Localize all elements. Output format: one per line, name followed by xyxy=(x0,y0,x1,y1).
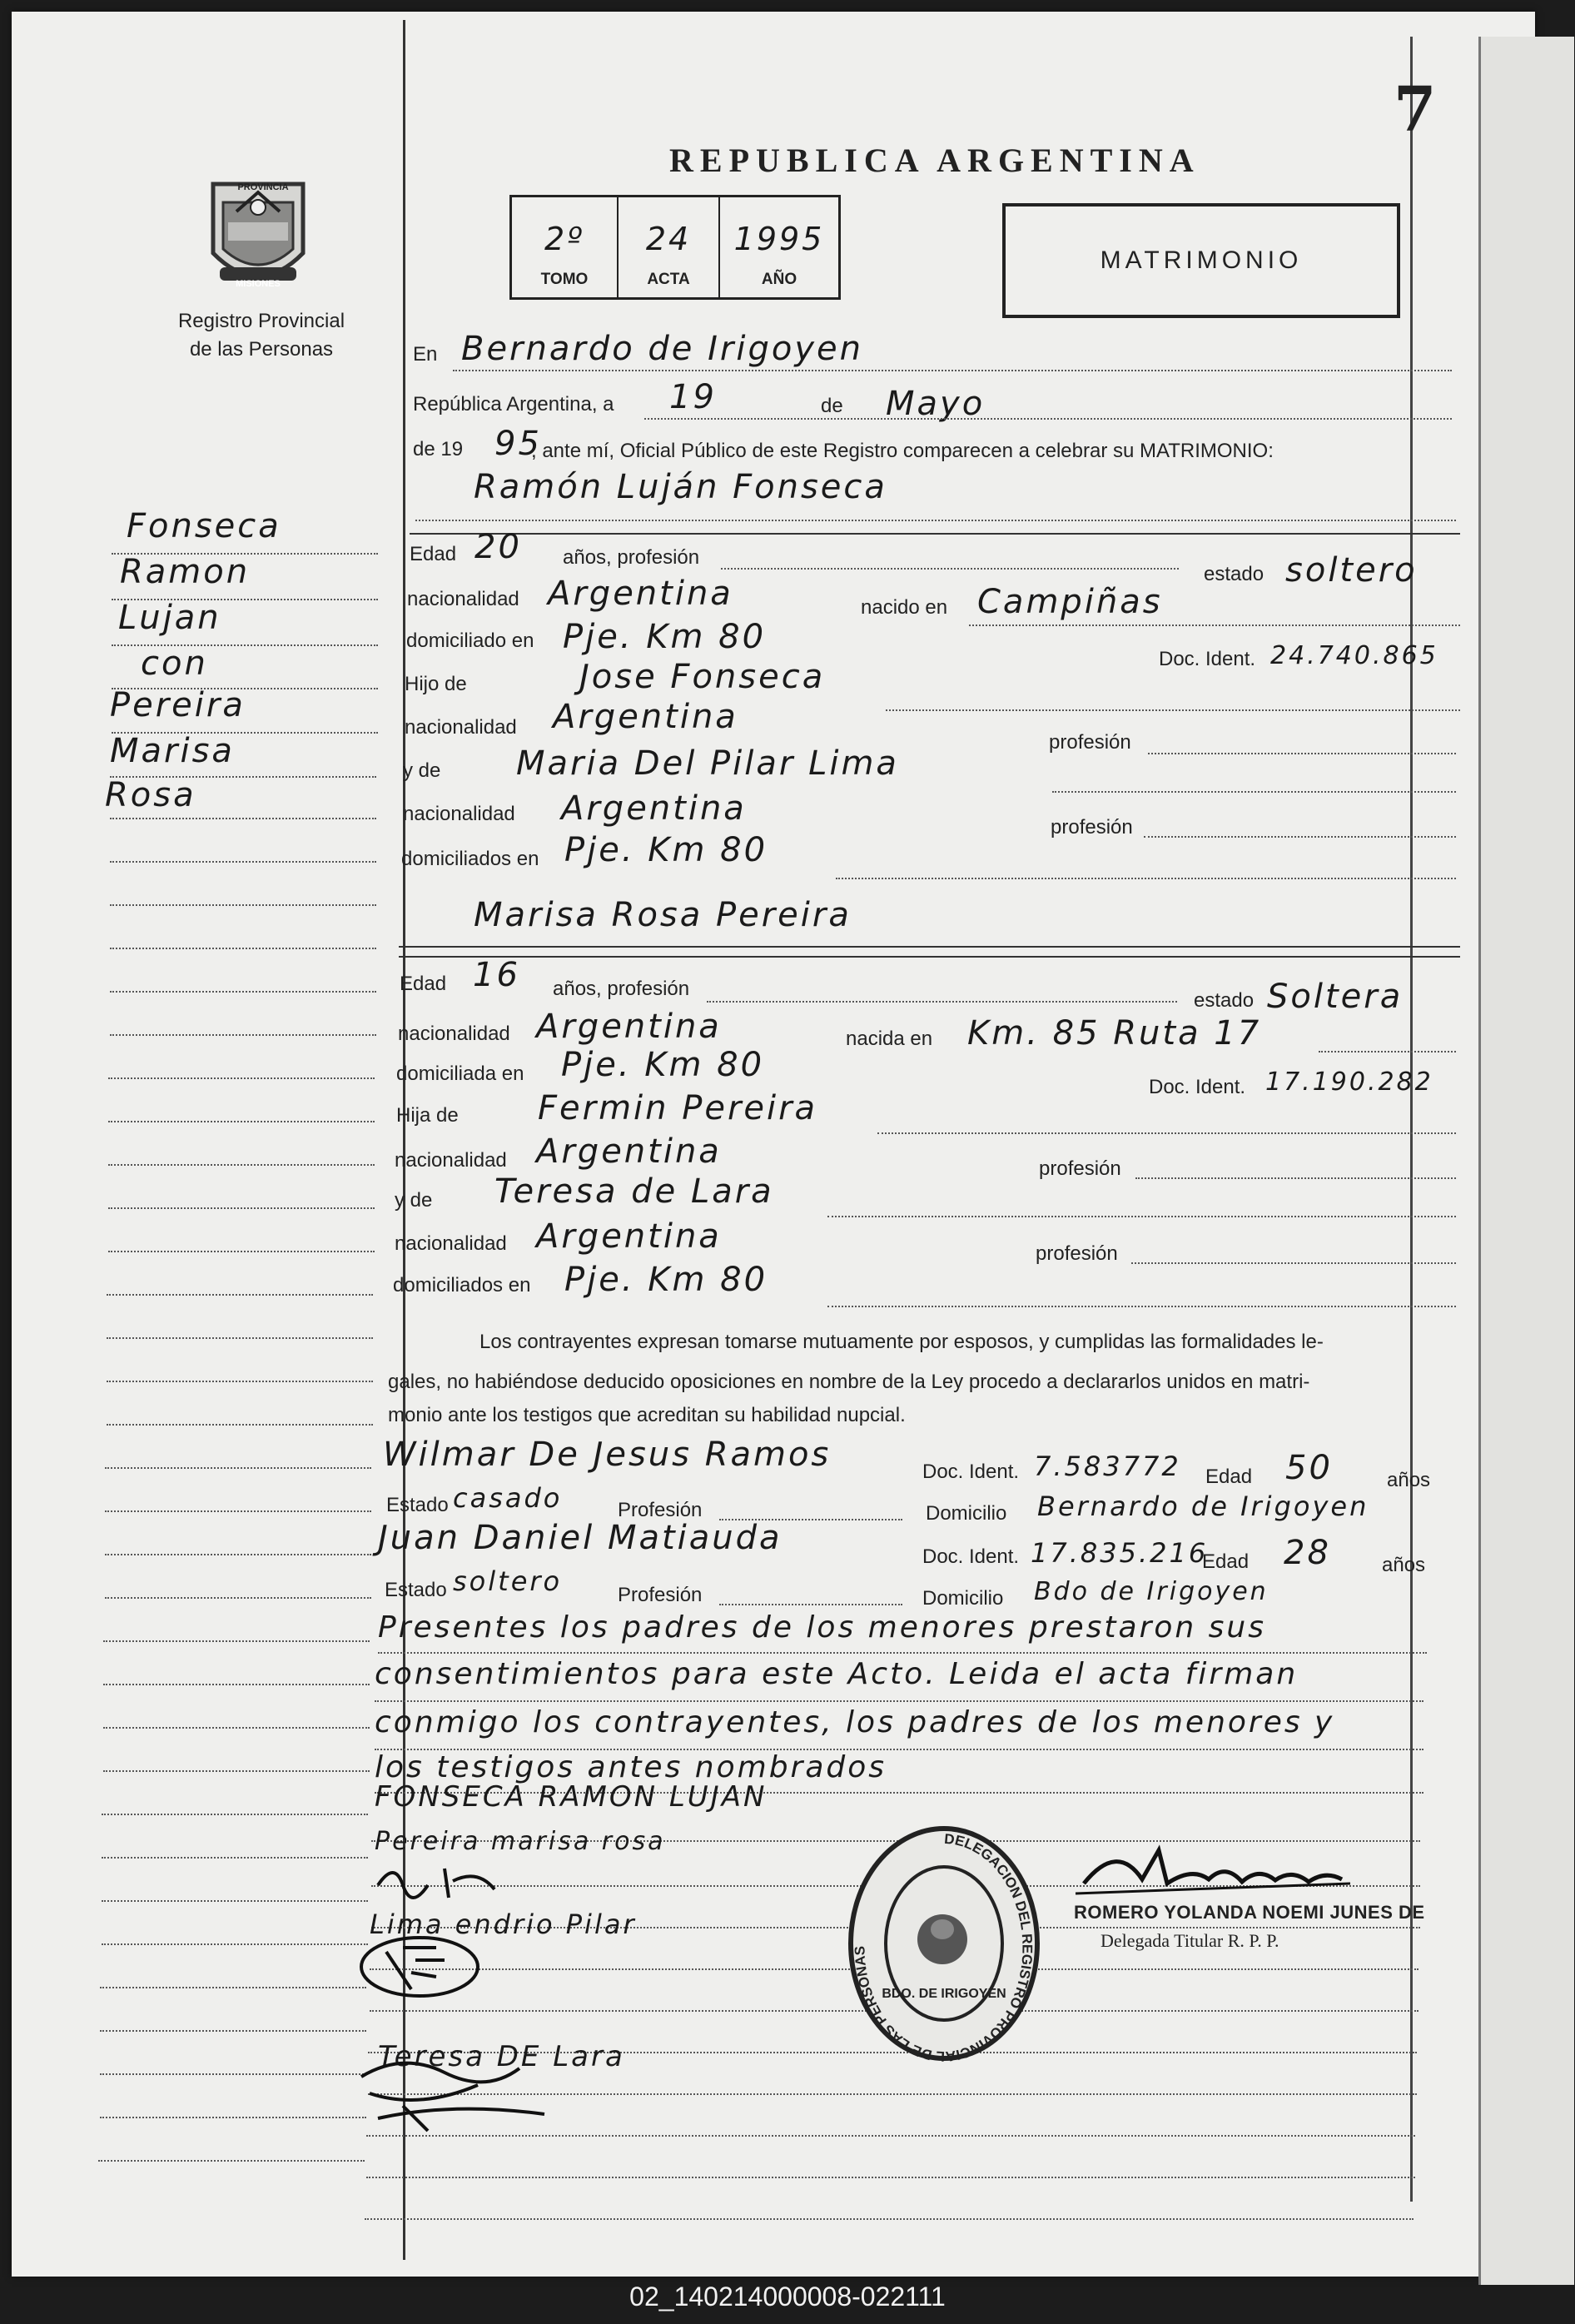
bride-doc: 17.190.282 xyxy=(1265,1067,1433,1097)
witness2-domicilio: Bdo de Irigoyen xyxy=(1034,1577,1269,1606)
bride-anos-prof-label: años, profesión xyxy=(553,978,690,1000)
groom-madre-label: y de xyxy=(403,759,441,782)
seal-text-bottom: MISIONES xyxy=(236,279,281,289)
witness2-domicilio-label: Domicilio xyxy=(922,1587,1004,1610)
margin-name: Lujan xyxy=(118,599,221,637)
witness2-estado-label: Estado xyxy=(385,1579,447,1601)
official-signature-icon xyxy=(1067,1834,1359,1908)
bride-estado-label: estado xyxy=(1194,989,1255,1012)
page-number: 7 xyxy=(1394,74,1437,146)
groom-madre: Maria Del Pilar Lima xyxy=(516,744,899,783)
signature-scribble-icon xyxy=(370,1852,536,1910)
witness2-age: 28 xyxy=(1284,1534,1331,1572)
bride-name: Marisa Rosa Pereira xyxy=(474,896,852,934)
note-line: conmigo los contrayentes, los padres de los menores y xyxy=(375,1705,1335,1739)
groom-profesion-label: profesión xyxy=(1049,731,1131,754)
witness2-name: Juan Daniel Matiauda xyxy=(378,1519,783,1557)
groom-padre-nac: Argentina xyxy=(553,698,738,736)
bride-domicilio: Pje. Km 80 xyxy=(561,1046,765,1084)
witness1-age: 50 xyxy=(1285,1449,1333,1487)
bride-nacida: Km. 85 Ruta 17 xyxy=(967,1014,1262,1053)
country-title: REPUBLICA ARGENTINA xyxy=(669,142,1200,179)
groom-domicilio: Pje. Km 80 xyxy=(563,618,767,656)
year-prefix: de 19 xyxy=(413,438,464,460)
groom-estado-label: estado xyxy=(1204,563,1264,585)
groom-nacido: Campiñas xyxy=(977,583,1163,621)
tomo-label: TOMO xyxy=(540,271,589,288)
certificate-page xyxy=(12,12,1535,2277)
bride-padre-nac: Argentina xyxy=(536,1132,722,1171)
witness2-doc: 17.835.216 xyxy=(1031,1537,1209,1569)
witness1-domicilio: Bernardo de Irigoyen xyxy=(1037,1490,1369,1522)
right-rule xyxy=(1410,37,1413,2202)
declaration-line2: gales, no habiéndose deducido oposiciones en nombre de la Ley procedo a declararlos unidos en matri- xyxy=(388,1371,1310,1393)
document-type: MATRIMONIO xyxy=(1100,246,1303,274)
groom-madre-nac-label: nacionalidad xyxy=(403,803,515,825)
witness1-estado: casado xyxy=(453,1482,563,1514)
bride-madre-label: y de xyxy=(395,1189,433,1212)
bride-padre-nac-label: nacionalidad xyxy=(395,1149,507,1172)
registry-name-line2: de las Personas xyxy=(189,338,334,361)
groom-nacionalidad-label: nacionalidad xyxy=(407,588,519,610)
bride-nacida-label: nacida en xyxy=(846,1028,933,1050)
declaration-line3: monio ante los testigos que acreditan su habilidad nupcial. xyxy=(388,1404,906,1426)
republica-label: República Argentina, a xyxy=(413,393,614,416)
stamp-inner-text: BDO. DE IRIGOYEN xyxy=(882,1987,1006,2001)
de-label: de xyxy=(821,395,843,417)
margin-name: Ramon xyxy=(120,553,251,591)
witness1-doc-label: Doc. Ident. xyxy=(922,1461,1020,1483)
bride-domiciliados-label: domiciliados en xyxy=(393,1274,531,1296)
registry-name-line1: Registro Provincial xyxy=(177,310,345,332)
official-title: Delegada Titular R. P. P. xyxy=(1101,1930,1279,1951)
registry-name xyxy=(153,307,370,364)
place: Bernardo de Irigoyen xyxy=(461,330,863,368)
witness2-edad-label: Edad xyxy=(1202,1550,1250,1573)
groom-padre-nac-label: nacionalidad xyxy=(405,716,517,739)
witness1-anos-label: años xyxy=(1387,1469,1431,1491)
witness2-profesion-label: Profesión xyxy=(618,1584,703,1606)
witness2-doc-label: Doc. Ident. xyxy=(922,1545,1020,1568)
groom-doc: 24.740.865 xyxy=(1270,641,1438,670)
witness1-domicilio-label: Domicilio xyxy=(926,1502,1007,1525)
groom-nacido-label: nacido en xyxy=(861,596,948,619)
bride-domicilio-label: domiciliada en xyxy=(396,1062,524,1085)
signature: Lima endrio Pilar xyxy=(370,1908,637,1940)
bride-domiciliados: Pje. Km 80 xyxy=(564,1261,768,1299)
acta-cell xyxy=(619,197,720,297)
witness1-edad-label: Edad xyxy=(1205,1466,1253,1488)
witness2-estado: soltero xyxy=(453,1565,563,1597)
note-line: los testigos antes nombrados xyxy=(375,1750,887,1784)
acta-label: ACTA xyxy=(647,271,690,288)
note-line: consentimientos para este Acto. Leida el acta firman xyxy=(375,1657,1299,1691)
official-name: ROMERO YOLANDA NOEMI JUNES DE xyxy=(1074,1902,1425,1923)
groom-madre-nac: Argentina xyxy=(561,789,747,828)
footer-id: 02_140214000008-022111 xyxy=(629,2282,946,2312)
signature: FONSECA RAMON LUJAN xyxy=(375,1780,768,1814)
margin-name: Fonseca xyxy=(127,507,281,545)
stamp-ring-text: DELEGACION DEL REGISTRO PROVINCIAL DE LAS PERSONAS xyxy=(852,1830,1036,2064)
seal-text-top: PROVINCIA xyxy=(237,182,289,192)
witness1-profesion-label: Profesión xyxy=(618,1499,703,1521)
declaration-line1: Los contrayentes expresan tomarse mutuamente por esposos, y cumplidas las formalidades le- xyxy=(479,1331,1324,1353)
bride-age: 16 xyxy=(473,956,520,994)
groom-anos-prof-label: años, profesión xyxy=(563,546,700,569)
groom-name: Ramón Luján Fonseca xyxy=(474,468,887,506)
groom-madre-profesion-label: profesión xyxy=(1051,816,1133,839)
signature-scribble-icon xyxy=(353,1927,494,2006)
bride-madre-profesion-label: profesión xyxy=(1036,1242,1118,1265)
bride-madre: Teresa de Lara xyxy=(494,1172,774,1211)
next-page-edge xyxy=(1478,37,1574,2285)
bride-padre-label: Hija de xyxy=(396,1104,459,1127)
groom-domiciliados: Pje. Km 80 xyxy=(564,831,768,869)
acta-value: 24 xyxy=(645,221,692,257)
note-line: Presentes los padres de los menores prestaron sus xyxy=(378,1610,1267,1645)
anio-label: AÑO xyxy=(761,271,797,288)
bride-padre: Fermin Pereira xyxy=(538,1089,818,1127)
official-stamp-icon xyxy=(844,1823,1044,2064)
signature-scribble-icon xyxy=(353,2035,561,2143)
document-type-box xyxy=(1002,203,1400,318)
tomo-value: 2º xyxy=(544,221,585,257)
groom-edad-label: Edad xyxy=(410,543,457,565)
en-label: En xyxy=(413,343,438,366)
groom-doc-label: Doc. Ident. xyxy=(1159,648,1256,670)
signature: Pereira marisa rosa xyxy=(375,1827,666,1856)
register-box xyxy=(509,195,841,300)
year-suffix: 95 xyxy=(494,425,542,463)
margin-name: con xyxy=(141,644,208,683)
bride-nacionalidad: Argentina xyxy=(536,1008,722,1046)
bride-madre-nac-label: nacionalidad xyxy=(395,1232,507,1255)
groom-padre-label: Hijo de xyxy=(405,673,467,695)
witness1-estado-label: Estado xyxy=(386,1494,449,1516)
margin-name: Rosa xyxy=(105,776,196,814)
bride-edad-label: Edad xyxy=(400,973,447,995)
anio-cell xyxy=(720,197,838,297)
bride-nacionalidad-label: nacionalidad xyxy=(398,1023,510,1045)
bride-profesion-label: profesión xyxy=(1039,1157,1121,1180)
anio-value: 1995 xyxy=(733,221,825,257)
signature: Teresa DE Lara xyxy=(378,2040,625,2073)
bride-doc-label: Doc. Ident. xyxy=(1149,1076,1246,1098)
margin-name: Marisa xyxy=(110,732,235,770)
groom-domicilio-label: domiciliado en xyxy=(406,630,534,652)
month: Mayo xyxy=(886,385,986,423)
appear-text: , ante mí, Oficial Público de este Registro comparecen a celebrar su MATRIMONIO: xyxy=(531,440,1274,462)
witness2-anos-label: años xyxy=(1382,1554,1426,1576)
witness1-doc: 7.583772 xyxy=(1034,1451,1181,1482)
day: 19 xyxy=(669,378,717,416)
witness1-name: Wilmar De Jesus Ramos xyxy=(383,1436,832,1474)
groom-age: 20 xyxy=(474,528,522,566)
bride-madre-nac: Argentina xyxy=(536,1217,722,1256)
bride-estado: Soltera xyxy=(1267,978,1404,1016)
groom-nacionalidad: Argentina xyxy=(548,575,733,613)
groom-estado: soltero xyxy=(1285,551,1418,590)
groom-padre: Jose Fonseca xyxy=(579,658,826,696)
groom-domiciliados-label: domiciliados en xyxy=(401,848,539,870)
tomo-cell xyxy=(512,197,619,297)
margin-name: Pereira xyxy=(110,686,246,724)
